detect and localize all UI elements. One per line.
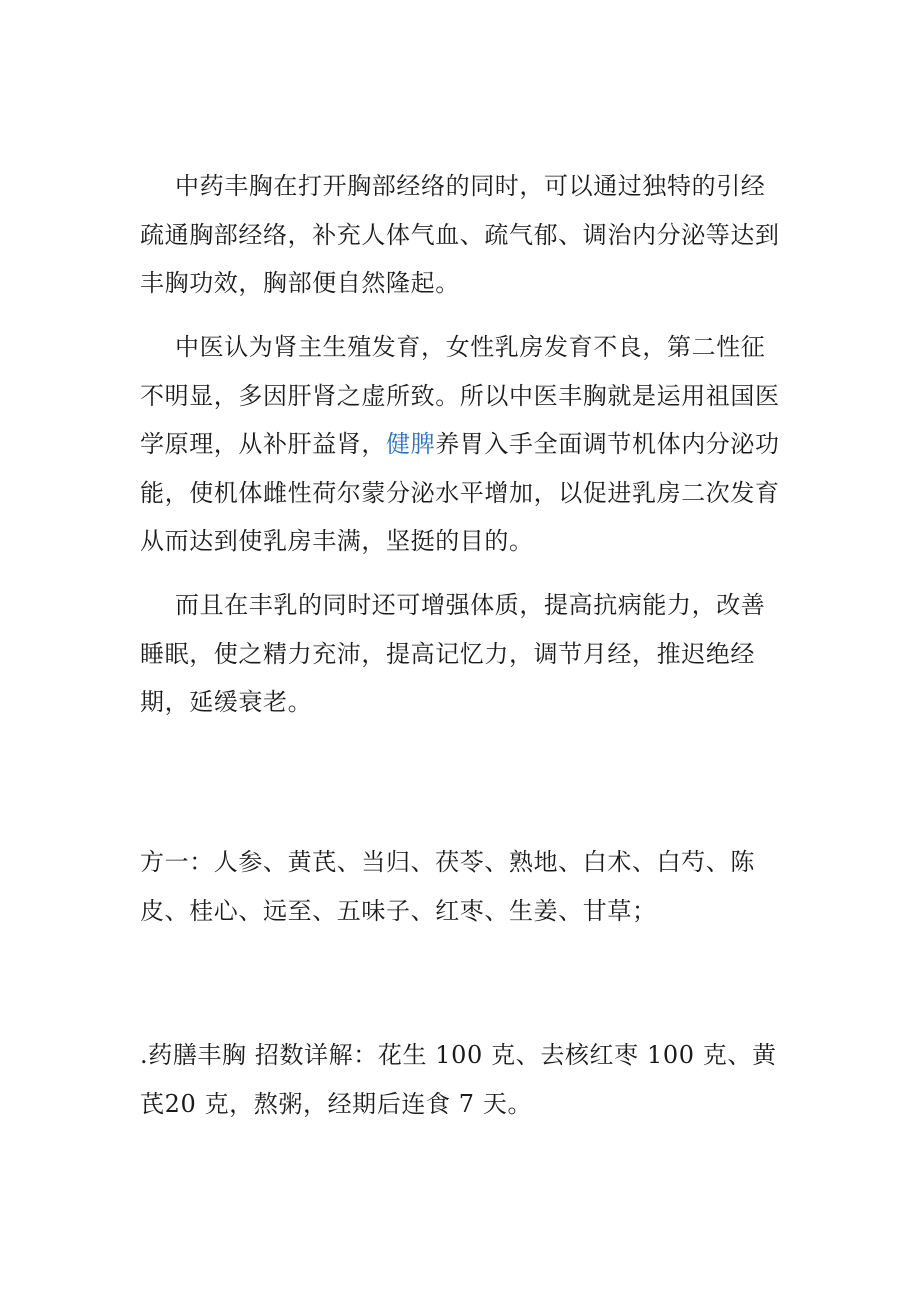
paragraph-benefits: 而且在丰乳的同时还可增强体质，提高抗病能力，改善睡眠，使之精力充沛，提高记忆力，调节月经，推迟绝经期，延缓衰老。 (140, 591, 766, 716)
medicinal-diet-recipe: .药膳丰胸 招数详解：花生 100 克、去核红枣 100 克、黄芪20 克，熬粥，经期后连食 7 天。 (140, 1041, 777, 1118)
paragraph-intro: 中药丰胸在打开胸部经络的同时，可以通过独特的引经疏通胸部经络，补充人体气血、疏气郁、调治内分泌等达到丰胸功效，胸部便自然隆起。 (140, 172, 780, 297)
paragraph-tcm-theory (140, 323, 785, 566)
paragraph-tcm-theory-text-end: 养胃入手全面调节机体内分泌功能，使机体雌性荷尔蒙分泌水平增加，以促进乳房二次发育从而达到使乳房丰满，坚挺的目的。 (140, 430, 780, 555)
paragraph-tcm-theory-text-start: 中医认为肾主生殖发育，女性乳房发育不良，第二性征不明显，多因肝肾之虚所致。所以中医丰胸就是运用祖国医学原理，从补肝益肾， (140, 333, 780, 458)
spleen-link[interactable]: 健脾 (386, 430, 436, 458)
prescription-one: 方一：人参、黄芪、当归、茯苓、熟地、白术、白芍、陈皮、桂心、远至、五味子、红枣、生姜、甘草； (140, 848, 755, 925)
